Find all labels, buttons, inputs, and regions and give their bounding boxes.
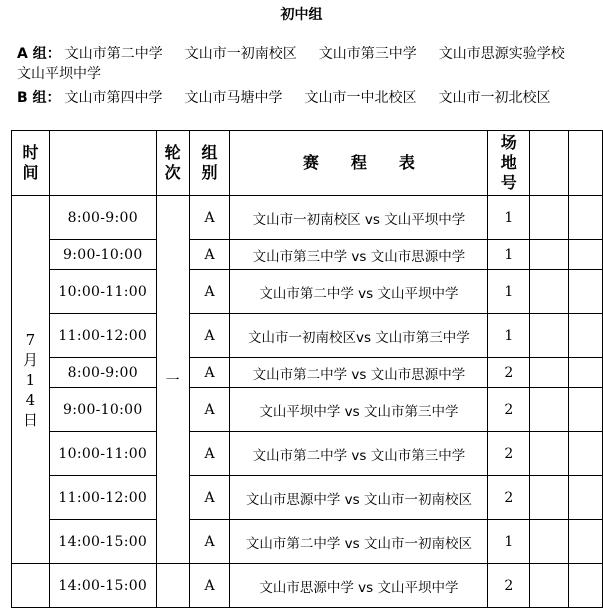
time-cell: 8:00-9:00: [49, 196, 156, 240]
extra-cell: [530, 196, 569, 240]
extra-cell: [569, 358, 603, 388]
venue-cell: 1: [488, 196, 530, 240]
header-venue: 场地号: [488, 131, 530, 196]
time-cell: 9:00-10:00: [49, 240, 156, 270]
table-row: [12, 196, 603, 240]
group-a-school: 文山市一初南校区: [184, 46, 297, 62]
match-cell: 文山市一初南校区 vs 文山平坝中学: [230, 196, 488, 240]
header-extra: [569, 131, 603, 196]
group-cell: A: [189, 476, 230, 520]
group-a-school: 文山市第二中学: [64, 46, 163, 62]
table-row: [12, 270, 603, 314]
extra-cell: [530, 476, 569, 520]
extra-cell: [569, 314, 603, 358]
group-cell: A: [189, 314, 230, 358]
time-cell: 14:00-15:00: [49, 564, 156, 608]
venue-cell: 2: [488, 564, 530, 608]
group-a-school: 文山市思源实验学校: [438, 46, 565, 62]
group-b-label: B 组：: [17, 90, 61, 106]
header-group: 组别: [189, 131, 230, 196]
extra-cell: [530, 314, 569, 358]
time-cell: 10:00-11:00: [49, 432, 156, 476]
group-b-school: 文山市一中北校区: [304, 90, 417, 106]
extra-cell: [530, 358, 569, 388]
venue-cell: 1: [488, 520, 530, 564]
extra-cell: [569, 270, 603, 314]
time-cell: 10:00-11:00: [49, 270, 156, 314]
group-a-school: 文山平坝中学: [17, 66, 101, 82]
match-cell: 文山市一初南校区vs 文山市第三中学: [230, 314, 488, 358]
extra-cell: [569, 388, 603, 432]
time-cell: 14:00-15:00: [49, 520, 156, 564]
group-a-school: 文山市第三中学: [318, 46, 417, 62]
extra-cell: [569, 196, 603, 240]
match-cell: 文山市思源中学 vs 文山市一初南校区: [230, 476, 488, 520]
time-cell: 11:00-12:00: [49, 476, 156, 520]
table-row: [12, 520, 603, 564]
round-cell-empty: [156, 564, 189, 608]
venue-cell: 2: [488, 358, 530, 388]
venue-cell: 2: [488, 476, 530, 520]
extra-cell: [569, 240, 603, 270]
table-row: [12, 432, 603, 476]
header-extra: [530, 131, 569, 196]
group-b-school: 文山市一初北校区: [438, 90, 551, 106]
match-cell: 文山市第二中学 vs 文山市第三中学: [230, 432, 488, 476]
venue-cell: 1: [488, 240, 530, 270]
group-a-line: [17, 44, 597, 84]
extra-cell: [530, 388, 569, 432]
venue-cell: 2: [488, 388, 530, 432]
group-cell: A: [189, 270, 230, 314]
group-b-school: 文山市马塘中学: [184, 90, 283, 106]
date-cell: 7月14日: [12, 196, 50, 564]
extra-cell: [569, 520, 603, 564]
header-round: 轮次: [156, 131, 189, 196]
group-cell: A: [189, 196, 230, 240]
venue-cell: 2: [488, 432, 530, 476]
venue-cell: 1: [488, 270, 530, 314]
date-cell-empty: [12, 564, 50, 608]
round-cell: 一: [156, 196, 189, 564]
group-b-school: 文山市第四中学: [64, 90, 163, 106]
extra-cell: [530, 270, 569, 314]
time-cell: 9:00-10:00: [49, 388, 156, 432]
match-cell: 文山市思源中学 vs 文山平坝中学: [230, 564, 488, 608]
page-title: 初中组: [280, 7, 323, 23]
group-b-line: [17, 88, 597, 108]
header-schedule: 赛 程 表: [230, 131, 488, 196]
match-cell: 文山市第二中学 vs 文山平坝中学: [230, 270, 488, 314]
table-row: [12, 314, 603, 358]
table-row: [12, 564, 603, 608]
group-a-label: A 组：: [17, 46, 61, 62]
extra-cell: [569, 476, 603, 520]
table-row: [12, 388, 603, 432]
group-cell: A: [189, 388, 230, 432]
group-cell: A: [189, 564, 230, 608]
match-cell: 文山市第二中学 vs 文山市思源中学: [230, 358, 488, 388]
schedule-table: [11, 130, 603, 608]
match-cell: 文山市第三中学 vs 文山市思源中学: [230, 240, 488, 270]
match-cell: 文山市第二中学 vs 文山市一初南校区: [230, 520, 488, 564]
extra-cell: [530, 564, 569, 608]
extra-cell: [530, 432, 569, 476]
extra-cell: [569, 564, 603, 608]
match-cell: 文山平坝中学 vs 文山市第三中学: [230, 388, 488, 432]
table-row: [12, 240, 603, 270]
header-row: [12, 131, 603, 196]
header-blank: [49, 131, 156, 196]
table-row: [12, 358, 603, 388]
group-cell: A: [189, 520, 230, 564]
group-cell: A: [189, 358, 230, 388]
extra-cell: [530, 520, 569, 564]
header-time: 时间: [12, 131, 50, 196]
time-cell: 8:00-9:00: [49, 358, 156, 388]
group-cell: A: [189, 432, 230, 476]
extra-cell: [569, 432, 603, 476]
extra-cell: [530, 240, 569, 270]
table-row: [12, 476, 603, 520]
group-cell: A: [189, 240, 230, 270]
time-cell: 11:00-12:00: [49, 314, 156, 358]
venue-cell: 1: [488, 314, 530, 358]
